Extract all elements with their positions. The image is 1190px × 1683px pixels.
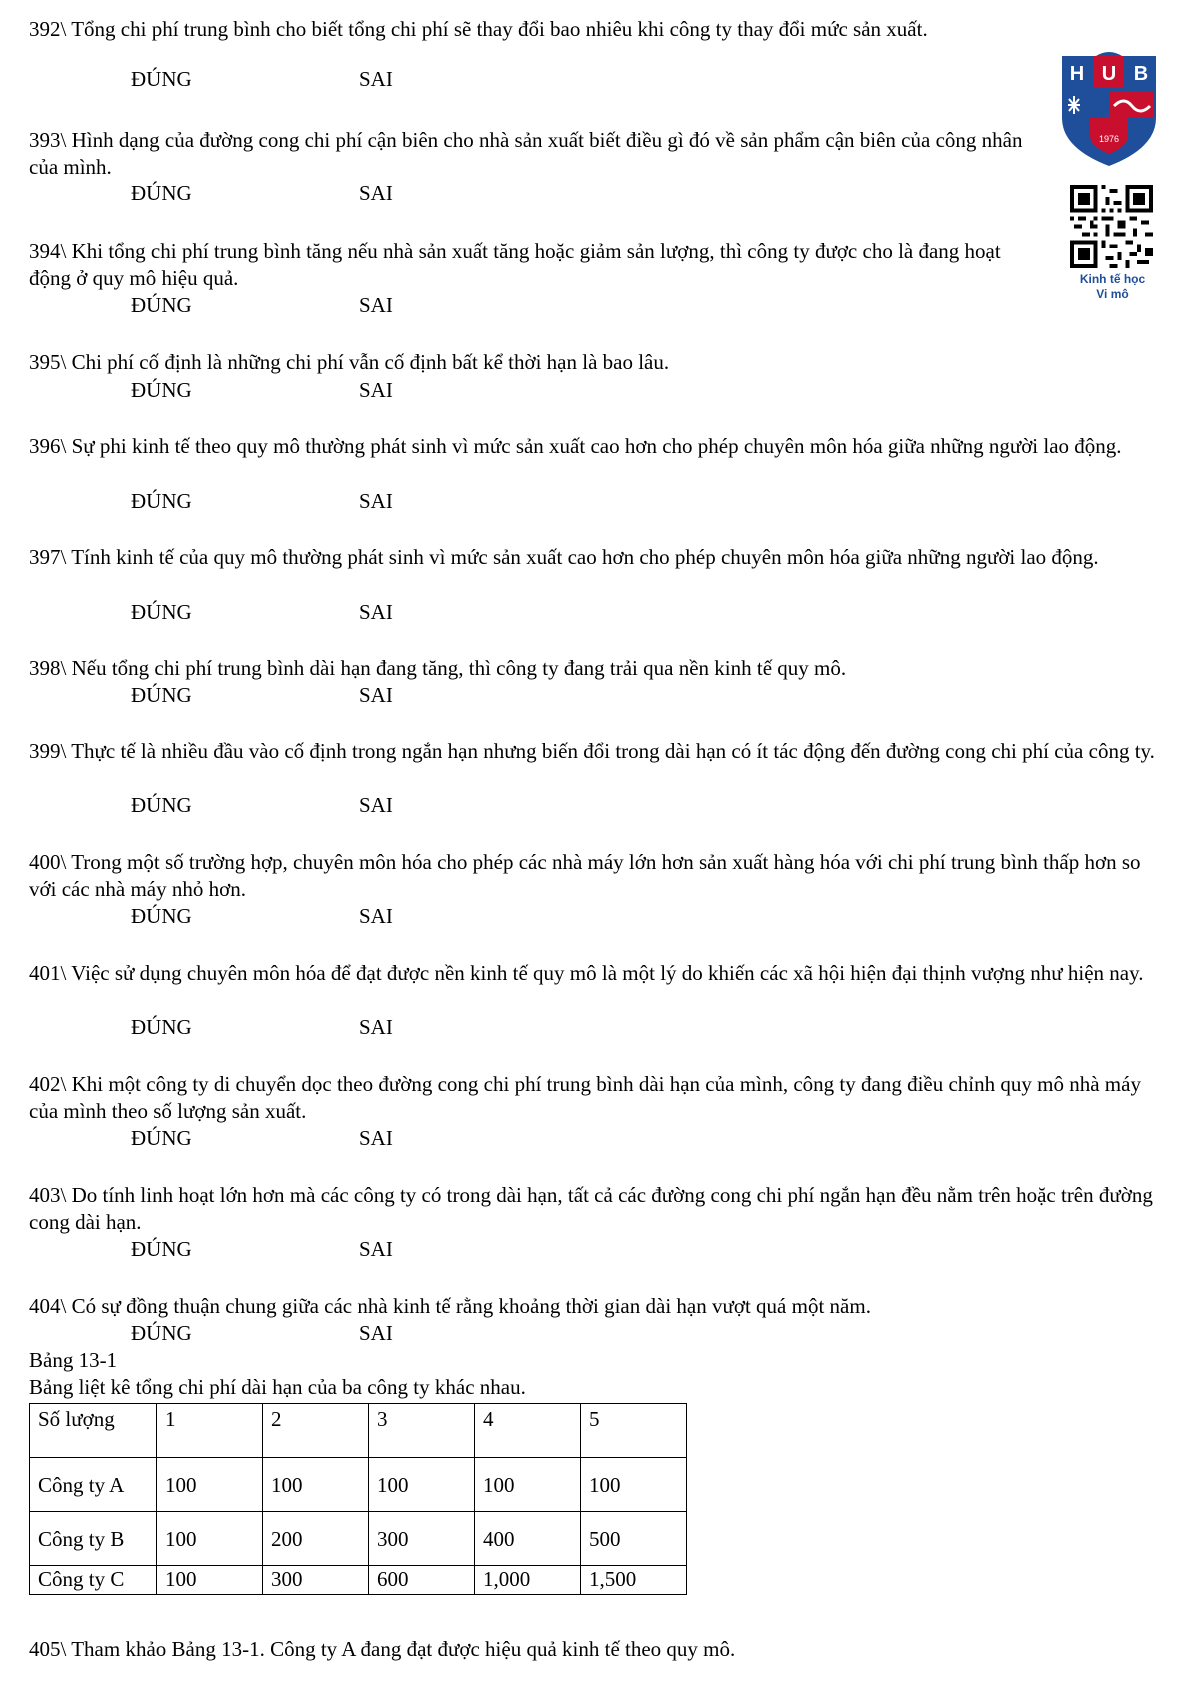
table-cell: 100 bbox=[369, 1458, 475, 1512]
table-cell: 100 bbox=[157, 1512, 263, 1566]
table-row bbox=[30, 1512, 687, 1566]
option-true[interactable]: ĐÚNG bbox=[131, 793, 192, 817]
table-cell: 100 bbox=[157, 1566, 263, 1595]
table-cell: 100 bbox=[581, 1458, 687, 1512]
option-true[interactable]: ĐÚNG bbox=[131, 181, 192, 205]
table-cell: 1,000 bbox=[475, 1566, 581, 1595]
table-cell: 100 bbox=[263, 1458, 369, 1512]
option-true[interactable]: ĐÚNG bbox=[131, 1126, 192, 1150]
brand-course: Vi mô bbox=[1096, 287, 1129, 301]
table-cell: 400 bbox=[475, 1512, 581, 1566]
question-394: 394\ Khi tổng chi phí trung bình tăng nếu nhà sản xuất tăng hoặc giảm sản lượng, thì công ty được cho là đang hoạt động ở quy mô hiệu quả. bbox=[29, 239, 1001, 290]
logo-year: 1976 bbox=[1098, 134, 1120, 144]
table-cell: Công ty A bbox=[30, 1458, 157, 1512]
option-false[interactable]: SAI bbox=[359, 67, 393, 91]
option-true[interactable]: ĐÚNG bbox=[131, 904, 192, 928]
table-row bbox=[30, 1458, 687, 1512]
question-398: 398\ Nếu tổng chi phí trung bình dài hạn đang tăng, thì công ty đang trải qua nền kinh tế quy mô. bbox=[29, 656, 847, 680]
option-true[interactable]: ĐÚNG bbox=[131, 683, 192, 707]
question-405: 405\ Tham khảo Bảng 13-1. Công ty A đang đạt được hiệu quả kinh tế theo quy mô. bbox=[29, 1637, 736, 1661]
question-402: 402\ Khi một công ty di chuyển dọc theo đường cong chi phí trung bình dài hạn của mình, công ty đang điều chỉnh quy mô nhà máy của mình theo số lượng sản xuất. bbox=[29, 1072, 1141, 1123]
table-cell: 500 bbox=[581, 1512, 687, 1566]
question-403: 403\ Do tính linh hoạt lớn hơn mà các công ty có trong dài hạn, tất cả các đường cong chi phí ngắn hạn đều nằm trên hoặc trên đường cong dài hạn. bbox=[29, 1183, 1153, 1234]
cost-table bbox=[29, 1403, 687, 1595]
option-false[interactable]: SAI bbox=[359, 1015, 393, 1039]
question-395: 395\ Chi phí cố định là những chi phí vẫn cố định bất kể thời hạn là bao lâu. bbox=[29, 350, 670, 374]
option-true[interactable]: ĐÚNG bbox=[131, 378, 192, 402]
table-cell: 600 bbox=[369, 1566, 475, 1595]
option-true[interactable]: ĐÚNG bbox=[131, 600, 192, 624]
question-397: 397\ Tính kinh tế của quy mô thường phát sinh vì mức sản xuất cao hơn cho phép chuyên môn hóa giữa những người lao động. bbox=[29, 545, 1099, 569]
table-header-row bbox=[30, 1404, 687, 1458]
question-399: 399\ Thực tế là nhiều đầu vào cố định trong ngắn hạn nhưng biến đổi trong dài hạn có ít tác động đến đường cong chi phí của công ty. bbox=[29, 739, 1155, 763]
option-false[interactable]: SAI bbox=[359, 1126, 393, 1150]
option-false[interactable]: SAI bbox=[359, 904, 393, 928]
table-title: Bảng 13-1 bbox=[29, 1348, 118, 1372]
table-cell: 5 bbox=[581, 1404, 687, 1458]
question-404: 404\ Có sự đồng thuận chung giữa các nhà kinh tế rằng khoảng thời gian dài hạn vượt quá một năm. bbox=[29, 1294, 871, 1318]
option-true[interactable]: ĐÚNG bbox=[131, 489, 192, 513]
table-cell: 1,500 bbox=[581, 1566, 687, 1595]
question-393: 393\ Hình dạng của đường cong chi phí cận biên cho nhà sản xuất biết điều gì đó về sản phẩm cận biên của công nhân của mình. bbox=[29, 128, 1023, 179]
table-row bbox=[30, 1566, 687, 1595]
option-true[interactable]: ĐÚNG bbox=[131, 1321, 192, 1345]
table-caption: Bảng liệt kê tổng chi phí dài hạn của ba công ty khác nhau. bbox=[29, 1375, 526, 1399]
option-false[interactable]: SAI bbox=[359, 683, 393, 707]
option-false[interactable]: SAI bbox=[359, 181, 393, 205]
brand-subject: Kinh tế học bbox=[1079, 272, 1146, 286]
question-392: 392\ Tổng chi phí trung bình cho biết tổng chi phí sẽ thay đổi bao nhiêu khi công ty thay đổi mức sản xuất. bbox=[29, 17, 928, 41]
option-false[interactable]: SAI bbox=[359, 600, 393, 624]
question-400: 400\ Trong một số trường hợp, chuyên môn hóa cho phép các nhà máy lớn hơn sản xuất hàng hóa với chi phí trung bình thấp hơn so với các nhà máy nhỏ hơn. bbox=[29, 850, 1141, 901]
logo-letter-h: H bbox=[1069, 63, 1085, 85]
table-cell: 300 bbox=[263, 1566, 369, 1595]
option-false[interactable]: SAI bbox=[359, 293, 393, 317]
option-true[interactable]: ĐÚNG bbox=[131, 293, 192, 317]
option-true[interactable]: ĐÚNG bbox=[131, 67, 192, 91]
table-cell: 200 bbox=[263, 1512, 369, 1566]
option-true[interactable]: ĐÚNG bbox=[131, 1015, 192, 1039]
question-396: 396\ Sự phi kinh tế theo quy mô thường phát sinh vì mức sản xuất cao hơn cho phép chuyên môn hóa giữa những người lao động. bbox=[29, 434, 1122, 458]
table-cell: Số lượng bbox=[30, 1404, 157, 1458]
table-cell: 100 bbox=[157, 1458, 263, 1512]
option-false[interactable]: SAI bbox=[359, 378, 393, 402]
option-false[interactable]: SAI bbox=[359, 793, 393, 817]
table-cell: Công ty B bbox=[30, 1512, 157, 1566]
option-false[interactable]: SAI bbox=[359, 489, 393, 513]
qr-code-icon bbox=[1070, 185, 1153, 268]
table-cell: 1 bbox=[157, 1404, 263, 1458]
table-cell: Công ty C bbox=[30, 1566, 157, 1595]
option-false[interactable]: SAI bbox=[359, 1237, 393, 1261]
table-cell: 300 bbox=[369, 1512, 475, 1566]
table-cell: 3 bbox=[369, 1404, 475, 1458]
logo-letter-u: U bbox=[1101, 63, 1117, 85]
table-cell: 100 bbox=[475, 1458, 581, 1512]
option-false[interactable]: SAI bbox=[359, 1321, 393, 1345]
logo-letter-b: B bbox=[1133, 63, 1149, 85]
option-true[interactable]: ĐÚNG bbox=[131, 1237, 192, 1261]
hub-logo bbox=[1060, 48, 1158, 168]
table-cell: 2 bbox=[263, 1404, 369, 1458]
table-cell: 4 bbox=[475, 1404, 581, 1458]
question-401: 401\ Việc sử dụng chuyên môn hóa để đạt được nền kinh tế quy mô là một lý do khiến các xã hội hiện đại thịnh vượng như hiện nay. bbox=[29, 961, 1144, 985]
